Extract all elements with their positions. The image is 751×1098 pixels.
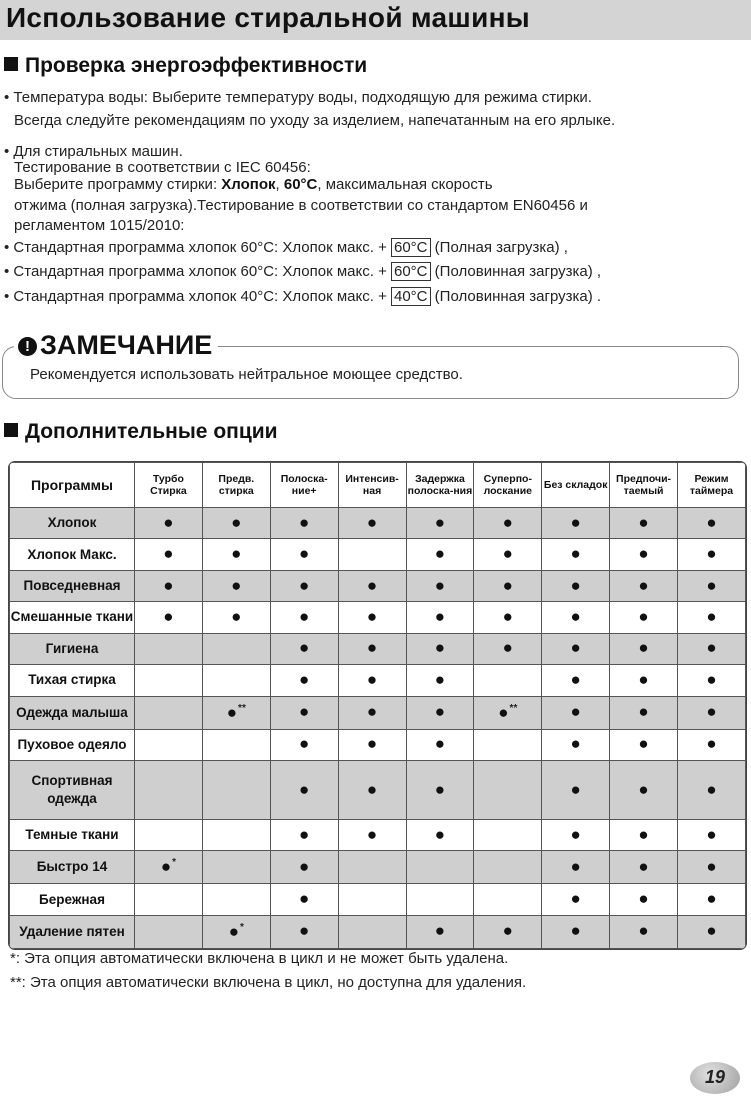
dot-icon: ●	[366, 702, 378, 722]
dot-icon: ●	[299, 512, 310, 532]
option-cell	[135, 508, 203, 539]
option-cell	[338, 851, 406, 884]
program-name: Спортивная одежда	[10, 761, 135, 820]
dot-icon: ●	[706, 779, 717, 799]
option-cell	[135, 729, 203, 760]
option-cell	[406, 570, 474, 601]
option-cell	[542, 539, 610, 570]
option-cell	[542, 851, 610, 884]
dot-icon: ●	[299, 669, 310, 689]
table-row	[10, 539, 746, 570]
option-cell	[678, 819, 746, 850]
option-cell	[610, 851, 678, 884]
dot-icon: ●	[366, 607, 378, 627]
option-cell	[542, 761, 610, 820]
dot-icon: ●	[434, 544, 446, 564]
dot-icon: ●	[299, 607, 310, 627]
choose-program-line	[14, 176, 493, 193]
option-cell	[338, 539, 406, 570]
column-header-programs: Программы	[10, 463, 135, 508]
dot-icon: ●	[502, 607, 513, 627]
option-cell	[678, 665, 746, 696]
option-cell	[202, 696, 270, 729]
dot-icon: ●	[163, 512, 174, 532]
dot-icon: ●	[299, 921, 310, 941]
option-cell	[542, 570, 610, 601]
dot-icon: ●	[706, 889, 717, 909]
option-cell	[474, 665, 542, 696]
square-bullet-icon	[4, 423, 18, 437]
table-header-row	[10, 463, 746, 508]
option-cell	[135, 761, 203, 820]
dot-icon: ●	[299, 856, 310, 876]
option-cell	[678, 915, 746, 948]
note-text: Рекомендуется использовать нейтральное моющее средство.	[30, 366, 463, 383]
dot-icon: ●	[366, 779, 378, 799]
option-cell	[338, 602, 406, 633]
option-cell	[406, 915, 474, 948]
std-program-load: (Полная загрузка) ,	[430, 239, 568, 256]
option-cell	[406, 602, 474, 633]
temp-badge: 60°C	[391, 238, 431, 257]
dot-icon: ●	[706, 607, 717, 627]
option-cell	[678, 602, 746, 633]
footnote-mark: **	[509, 702, 518, 714]
std-program-line	[4, 263, 601, 280]
temp-line-1: • Температура воды: Выберите температуру воды, подходящую для режима стирки.	[4, 89, 592, 106]
option-cell	[202, 729, 270, 760]
dot-icon: ●	[366, 575, 378, 595]
for-machines-line: • Для стиральных машин.	[4, 143, 183, 160]
option-cell	[406, 851, 474, 884]
option-cell	[338, 508, 406, 539]
footnote-mark: **	[238, 702, 246, 714]
option-cell	[678, 884, 746, 915]
dot-icon: ●	[502, 575, 513, 595]
testing-line: Тестирование в соответствии с IEC 60456:	[14, 159, 311, 176]
dot-icon: ●	[434, 921, 446, 941]
option-cell	[610, 633, 678, 664]
option-cell	[135, 851, 203, 884]
dot-icon: ●	[570, 856, 581, 876]
option-cell	[338, 761, 406, 820]
dot-icon: ●	[231, 607, 242, 627]
option-cell	[542, 729, 610, 760]
dot-icon: ●	[706, 638, 717, 658]
column-header: Полоска-ние+	[270, 463, 338, 508]
dot-icon: ●	[570, 638, 581, 658]
column-header: Интенсив-ная	[338, 463, 406, 508]
option-cell	[610, 665, 678, 696]
option-cell	[678, 761, 746, 820]
option-cell	[610, 819, 678, 850]
option-cell	[202, 761, 270, 820]
dot-icon: ●	[231, 544, 242, 564]
option-cell	[270, 665, 338, 696]
option-cell	[270, 696, 338, 729]
option-cell	[270, 508, 338, 539]
option-cell	[542, 508, 610, 539]
option-cell	[474, 884, 542, 915]
std-program-text: • Стандартная программа хлопок 60°C: Хлопок макс. +	[4, 239, 391, 256]
option-cell	[202, 508, 270, 539]
option-cell	[542, 696, 610, 729]
dot-icon: ●	[434, 734, 446, 754]
column-header: Предв. стирка	[202, 463, 270, 508]
table-row	[10, 729, 746, 760]
options-section-title	[4, 420, 278, 444]
dot-icon: ●	[434, 779, 446, 799]
option-cell	[542, 602, 610, 633]
option-cell	[135, 884, 203, 915]
dot-icon: ●	[434, 824, 446, 844]
option-cell	[270, 633, 338, 664]
option-cell	[202, 539, 270, 570]
table-row	[10, 602, 746, 633]
option-cell	[202, 884, 270, 915]
dot-icon: ●	[502, 638, 513, 658]
dot-icon: ●	[638, 544, 649, 564]
dot-icon: ●	[706, 824, 717, 844]
option-cell	[610, 761, 678, 820]
dot-icon: ●	[163, 575, 174, 595]
option-cell	[202, 570, 270, 601]
option-cell	[270, 539, 338, 570]
table-row	[10, 665, 746, 696]
option-cell	[202, 602, 270, 633]
table-row	[10, 761, 746, 820]
option-cell	[270, 602, 338, 633]
option-cell	[474, 602, 542, 633]
dot-icon: ●	[706, 921, 717, 941]
dot-icon: ●	[366, 824, 378, 844]
option-cell	[135, 602, 203, 633]
program-name: Тихая стирка	[10, 665, 135, 696]
footnote-mark: *	[172, 857, 177, 869]
dot-icon: ●	[366, 638, 378, 658]
dot-icon: ●	[434, 607, 446, 627]
temp-badge: 40°C	[391, 287, 431, 306]
dot-icon: ●	[706, 702, 717, 722]
option-cell	[474, 851, 542, 884]
program-name: Одежда малыша	[10, 696, 135, 729]
dot-icon: ●	[366, 669, 378, 689]
column-header: Режим таймера	[678, 463, 746, 508]
option-cell	[338, 570, 406, 601]
option-cell	[542, 665, 610, 696]
option-cell	[406, 508, 474, 539]
option-cell	[135, 570, 203, 601]
option-cell	[406, 665, 474, 696]
column-header: Задержка полоска-ния	[406, 463, 474, 508]
dot-icon: ●	[231, 512, 242, 532]
option-cell	[474, 539, 542, 570]
footnote-single: *: Эта опция автоматически включена в цикл и не может быть удалена.	[10, 950, 509, 967]
dot-icon: ●	[299, 575, 310, 595]
page-number: 19	[704, 1067, 726, 1087]
choose-program-bold: Хлопок	[221, 176, 276, 193]
dot-icon: ●	[228, 921, 239, 941]
option-cell	[270, 915, 338, 948]
option-cell	[135, 665, 203, 696]
dot-icon: ●	[434, 669, 446, 689]
option-cell	[678, 633, 746, 664]
dot-icon: ●	[231, 575, 242, 595]
dot-icon: ●	[299, 638, 310, 658]
dot-icon: ●	[434, 575, 446, 595]
option-cell	[610, 915, 678, 948]
option-cell	[474, 819, 542, 850]
std-program-text: • Стандартная программа хлопок 40°C: Хлопок макс. +	[4, 288, 391, 305]
spin-line: отжима (полная загрузка).Тестирование в соответствии со стандартом EN60456 и	[14, 197, 588, 214]
energy-title-text: Проверка энергоэффективности	[25, 54, 368, 77]
program-name: Хлопок Макс.	[10, 539, 135, 570]
option-cell	[270, 729, 338, 760]
option-cell	[406, 633, 474, 664]
page-title: Использование стиральной машины	[6, 2, 531, 33]
option-cell	[202, 633, 270, 664]
dot-icon: ●	[638, 734, 649, 754]
option-cell	[474, 915, 542, 948]
program-name: Темные ткани	[10, 819, 135, 850]
dot-icon: ●	[638, 824, 649, 844]
dot-icon: ●	[570, 889, 581, 909]
option-cell	[474, 633, 542, 664]
table-row	[10, 884, 746, 915]
dot-icon: ●	[638, 921, 649, 941]
program-name: Пуховое одеяло	[10, 729, 135, 760]
option-cell	[678, 508, 746, 539]
dot-icon: ●	[570, 544, 581, 564]
footnote-mark: *	[240, 921, 244, 933]
table-row	[10, 851, 746, 884]
dot-icon: ●	[706, 856, 717, 876]
option-cell	[270, 761, 338, 820]
dot-icon: ●	[502, 544, 513, 564]
option-cell	[406, 696, 474, 729]
temp-badge: 60°C	[391, 262, 431, 281]
option-cell	[135, 915, 203, 948]
dot-icon: ●	[638, 638, 649, 658]
choose-suffix: , максимальная скорость	[317, 176, 493, 193]
dot-icon: ●	[638, 779, 649, 799]
dot-icon: ●	[570, 607, 581, 627]
option-cell	[542, 884, 610, 915]
option-cell	[338, 729, 406, 760]
option-cell	[135, 633, 203, 664]
dot-icon: ●	[570, 575, 581, 595]
footnote-double: **: Эта опция автоматически включена в цикл, но доступна для удаления.	[10, 974, 527, 991]
dot-icon: ●	[706, 512, 717, 532]
dot-icon: ●	[706, 544, 717, 564]
table-row	[10, 915, 746, 948]
option-cell	[610, 570, 678, 601]
choose-temp-bold: 60°C	[283, 176, 318, 193]
dot-icon: ●	[226, 702, 238, 722]
column-header: Суперпо-лоскание	[474, 463, 542, 508]
option-cell	[135, 696, 203, 729]
dot-icon: ●	[570, 702, 581, 722]
dot-icon: ●	[299, 889, 310, 909]
column-header: Без складок	[542, 463, 610, 508]
option-cell	[610, 508, 678, 539]
table-row	[10, 696, 746, 729]
dot-icon: ●	[706, 669, 717, 689]
note-title	[14, 330, 218, 361]
program-name: Повседневная	[10, 570, 135, 601]
option-cell	[610, 602, 678, 633]
option-cell	[202, 665, 270, 696]
dot-icon: ●	[160, 857, 172, 877]
choose-sep: ,	[275, 176, 284, 193]
dot-icon: ●	[638, 889, 649, 909]
table-row	[10, 570, 746, 601]
dot-icon: ●	[706, 734, 717, 754]
dot-icon: ●	[638, 702, 649, 722]
option-cell	[542, 633, 610, 664]
dot-icon: ●	[570, 779, 581, 799]
temp-line-2: Всегда следуйте рекомендациям по уходу за изделием, напечатанным на его ярлыке.	[14, 112, 616, 129]
options-table	[8, 461, 747, 950]
option-cell	[338, 915, 406, 948]
dot-icon: ●	[163, 607, 174, 627]
dot-icon: ●	[706, 575, 717, 595]
exclamation-icon: !	[18, 337, 37, 356]
dot-icon: ●	[498, 702, 509, 722]
option-cell	[270, 819, 338, 850]
option-cell	[678, 851, 746, 884]
dot-icon: ●	[570, 734, 581, 754]
option-cell	[202, 819, 270, 850]
option-cell	[542, 915, 610, 948]
option-cell	[610, 729, 678, 760]
dot-icon: ●	[638, 607, 649, 627]
option-cell	[202, 851, 270, 884]
dot-icon: ●	[502, 512, 513, 532]
column-header: Предпочи-таемый	[610, 463, 678, 508]
dot-icon: ●	[299, 734, 310, 754]
option-cell	[542, 819, 610, 850]
dot-icon: ●	[299, 544, 310, 564]
note-title-text: ЗАМЕЧАНИЕ	[40, 330, 213, 360]
dot-icon: ●	[434, 702, 446, 722]
option-cell	[678, 570, 746, 601]
options-title-text: Дополнительные опции	[25, 420, 278, 443]
option-cell	[610, 539, 678, 570]
dot-icon: ●	[366, 734, 378, 754]
option-cell	[338, 665, 406, 696]
page-number-badge	[690, 1062, 740, 1094]
option-cell	[135, 819, 203, 850]
table-row	[10, 633, 746, 664]
std-program-line	[4, 239, 568, 256]
option-cell	[338, 633, 406, 664]
option-cell	[135, 539, 203, 570]
dot-icon: ●	[570, 512, 581, 532]
energy-section-title	[4, 54, 367, 78]
column-header: Турбо Стирка	[135, 463, 203, 508]
program-name: Бережная	[10, 884, 135, 915]
program-name: Хлопок	[10, 508, 135, 539]
option-cell	[270, 570, 338, 601]
option-cell	[678, 696, 746, 729]
dot-icon: ●	[638, 512, 649, 532]
option-cell	[610, 696, 678, 729]
square-bullet-icon	[4, 57, 18, 71]
dot-icon: ●	[163, 544, 174, 564]
option-cell	[474, 729, 542, 760]
option-cell	[474, 696, 542, 729]
std-program-load: (Половинная загрузка) ,	[430, 263, 602, 280]
option-cell	[406, 729, 474, 760]
dot-icon: ●	[366, 512, 378, 532]
option-cell	[474, 570, 542, 601]
dot-icon: ●	[299, 702, 310, 722]
option-cell	[678, 729, 746, 760]
dot-icon: ●	[638, 575, 649, 595]
table-row	[10, 819, 746, 850]
dot-icon: ●	[638, 669, 649, 689]
option-cell	[270, 884, 338, 915]
program-name: Гигиена	[10, 633, 135, 664]
option-cell	[610, 884, 678, 915]
dot-icon: ●	[502, 921, 513, 941]
dot-icon: ●	[638, 856, 649, 876]
dot-icon: ●	[434, 638, 446, 658]
choose-prefix: Выберите программу стирки:	[14, 176, 222, 193]
std-program-text: • Стандартная программа хлопок 60°C: Хлопок макс. +	[4, 263, 391, 280]
option-cell	[406, 539, 474, 570]
dot-icon: ●	[299, 824, 310, 844]
dot-icon: ●	[299, 779, 310, 799]
option-cell	[406, 819, 474, 850]
dot-icon: ●	[434, 512, 446, 532]
option-cell	[202, 915, 270, 948]
option-cell	[270, 851, 338, 884]
std-program-line	[4, 288, 601, 305]
option-cell	[338, 819, 406, 850]
dot-icon: ●	[570, 824, 581, 844]
option-cell	[406, 761, 474, 820]
option-cell	[406, 884, 474, 915]
regulation-line: регламентом 1015/2010:	[14, 217, 185, 234]
option-cell	[338, 696, 406, 729]
option-cell	[338, 884, 406, 915]
dot-icon: ●	[570, 921, 581, 941]
table-row	[10, 508, 746, 539]
program-name: Удаление пятен	[10, 915, 135, 948]
option-cell	[678, 539, 746, 570]
program-name: Быстро 14	[10, 851, 135, 884]
program-name: Смешанные ткани	[10, 602, 135, 633]
option-cell	[474, 508, 542, 539]
std-program-load: (Половинная загрузка) .	[430, 288, 602, 305]
option-cell	[474, 761, 542, 820]
dot-icon: ●	[570, 669, 581, 689]
